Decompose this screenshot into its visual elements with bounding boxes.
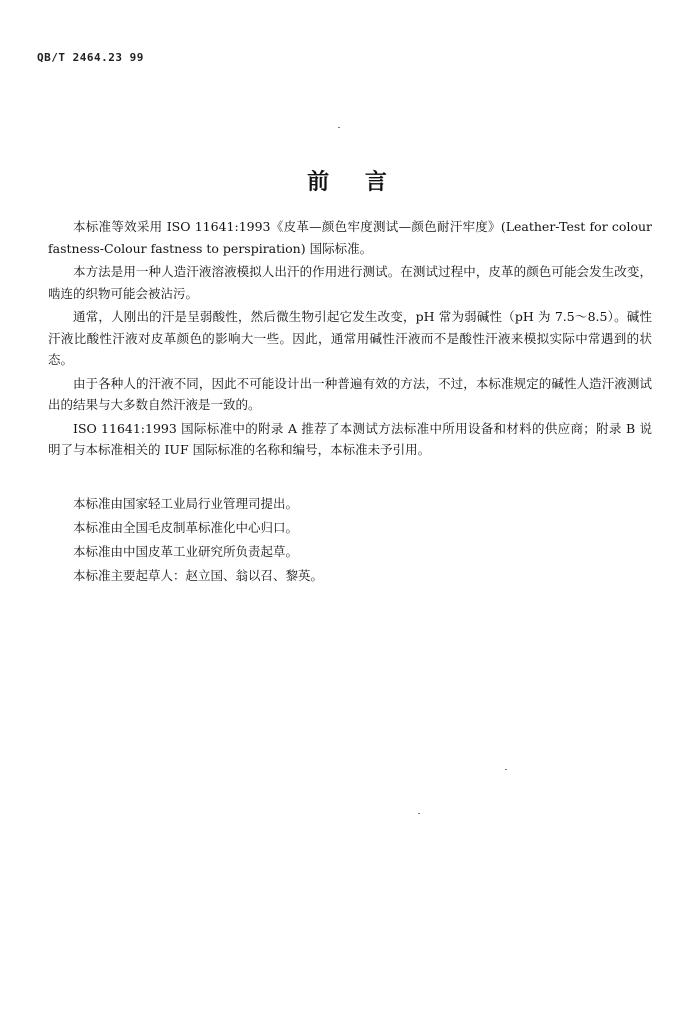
drafters-line: 本标准主要起草人：赵立国、翁以召、黎英。 bbox=[73, 568, 324, 583]
foreword-body bbox=[48, 216, 652, 463]
drafter-org-line: 本标准由中国皮革工业研究所负责起草。 bbox=[73, 544, 299, 559]
scan-speck bbox=[338, 127, 340, 128]
paragraph-method: 本方法是用一种人造汗液溶液模拟人出汗的作用进行测试。在测试过程中，皮革的颜色可能会发生改变，啮连的织物可能会被沾污。 bbox=[48, 264, 652, 301]
paragraph-variation: 由于各种人的汗液不同，因此不可能设计出一种普遍有效的方法，不过，本标准规定的碱性人造汗液测试出的结果与大多数自然汗液是一致的。 bbox=[48, 375, 652, 412]
paragraph-ph: 通常，人刚出的汗是呈弱酸性，然后微生物引起它发生改变，pH 常为弱碱性（pH 为 7.5～8.5）。碱性汗液比酸性汗液对皮革颜色的影响大一些。因此，通常用碱性汗液而不是酸性汗液来模拟实际中常遇到的状态。 bbox=[48, 309, 652, 367]
paragraph-adoption: 本标准等效采用 ISO 11641:1993《皮革—颜色牢度测试—颜色耐汗牢度》(Leather-Test for colour fastness-Colour fastness to perspiration) 国际标准。 bbox=[48, 219, 652, 256]
drafting-info bbox=[48, 492, 652, 588]
scan-speck bbox=[418, 813, 420, 814]
page-title: 前 言 bbox=[307, 170, 401, 195]
standard-code-header: QB/T 2464.23 99 bbox=[37, 51, 144, 64]
centralized-line: 本标准由全国毛皮制革标准化中心归口。 bbox=[73, 520, 299, 535]
paragraph-annex: ISO 11641:1993 国际标准中的附录 A 推荐了本测试方法标准中所用设备和材料的供应商；附录 B 说明了与本标准相关的 IUF 国际标准的名称和编号，本标准未予引用。 bbox=[48, 420, 652, 457]
proposer-line: 本标准由国家轻工业局行业管理司提出。 bbox=[73, 496, 299, 511]
scan-speck bbox=[505, 769, 507, 770]
